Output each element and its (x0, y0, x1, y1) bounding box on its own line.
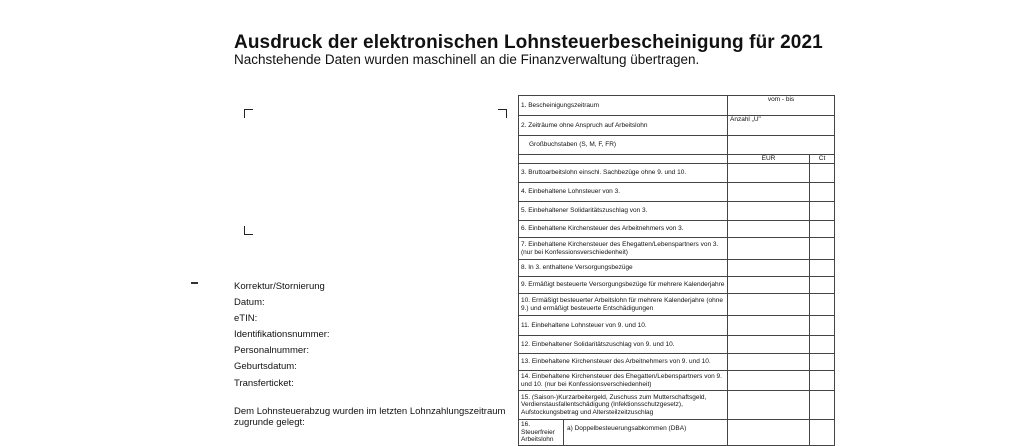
field-transferticket: Transferticket: (234, 378, 294, 389)
value-eur (728, 391, 810, 420)
document-subtitle: Nachstehende Daten wurden maschinell an die Finanzverwaltung übertragen. (234, 52, 700, 67)
value-ct (810, 238, 835, 260)
address-window-corner-top-left (244, 109, 253, 118)
row-label: 5. Einbehaltener Solidaritätszuschlag von 3. (519, 202, 728, 221)
value-eur (728, 183, 810, 202)
value-ct (810, 183, 835, 202)
value-eur (728, 354, 810, 371)
value-eur (728, 164, 810, 183)
value-ct (810, 294, 835, 316)
row-label: 9. Ermäßigt besteuerte Versorgungsbezüge für mehrere Kalenderjahre (519, 277, 728, 294)
value-ct (810, 316, 835, 336)
value-eur (728, 294, 810, 316)
header-vom-bis: vom - bis (728, 96, 835, 116)
value-ct (810, 420, 835, 446)
table-row (519, 420, 835, 446)
row-label (519, 155, 728, 164)
row-label: 10. Ermäßigt besteuerter Arbeitslohn für mehrere Kalenderjahre (ohne 9.) und ermäßigt besteuerte Entschädigungen (519, 294, 728, 316)
note-line-1: Dem Lohnsteuerabzug wurden im letzten Lohnzahlungszeitraum (234, 406, 506, 417)
address-window-corner-bottom-left (244, 226, 253, 235)
value-ct (810, 371, 835, 391)
row-label: 12. Einbehaltener Solidaritätszuschlag von 9. und 10. (519, 336, 728, 354)
header-anzahl-u: Anzahl „U" (728, 116, 835, 136)
table-row (519, 316, 835, 336)
row-label: Großbuchstaben (S, M, F, FR) (519, 136, 728, 155)
row-label: 7. Einbehaltene Kirchensteuer des Ehegatten/Lebenspartners von 3. (nur bei Konfessionsverschiedenheit) (519, 238, 728, 260)
row-label: 15. (Saison-)Kurzarbeitergeld, Zuschuss zum Mutterschaftsgeld, Verdienstausfallentschädigung (Infektionsschutzgesetz), Aufstockungsbetrag und Altersteilzeitzuschlag (519, 391, 728, 420)
table-row (519, 391, 835, 420)
header-ct: Ct (810, 155, 835, 164)
row-16-split (519, 420, 727, 445)
table-row (519, 164, 835, 183)
field-datum: Datum: (234, 297, 265, 308)
value-eur (728, 316, 810, 336)
row-16-label: 16. Steuerfreier Arbeitslohn (519, 420, 564, 445)
lohnsteuer-table (518, 95, 835, 446)
table-row (519, 294, 835, 316)
value-ct (810, 260, 835, 277)
table-row (519, 136, 835, 155)
field-geburtsdatum: Geburtsdatum: (234, 361, 297, 372)
row-label: 11. Einbehaltene Lohnsteuer von 9. und 10. (519, 316, 728, 336)
field-identifikationsnummer: Identifikationsnummer: (234, 329, 330, 340)
table-row (519, 260, 835, 277)
row-label: 13. Einbehaltene Kirchensteuer des Arbeitnehmers von 9. und 10. (519, 354, 728, 371)
table-row (519, 354, 835, 371)
table-row (519, 183, 835, 202)
lohnsteuerabzug-note (234, 406, 505, 428)
value-ct (810, 202, 835, 221)
value-ct (810, 164, 835, 183)
table-row (519, 336, 835, 354)
value-ct (810, 277, 835, 294)
row-label: 2. Zeiträume ohne Anspruch auf Arbeitslohn (519, 116, 728, 136)
row-label: 8. In 3. enthaltene Versorgungsbezüge (519, 260, 728, 277)
row-label: 6. Einbehaltene Kirchensteuer des Arbeitnehmers von 3. (519, 221, 728, 238)
value-cell (728, 136, 835, 155)
value-ct (810, 391, 835, 420)
row-label: 1. Bescheinigungszeitraum (519, 96, 728, 116)
fold-mark (191, 282, 198, 284)
table-row (519, 155, 835, 164)
note-line-2: zugrunde gelegt: (234, 417, 305, 428)
table-row (519, 277, 835, 294)
table-row (519, 116, 835, 136)
row-label: 4. Einbehaltene Lohnsteuer von 3. (519, 183, 728, 202)
value-eur (728, 371, 810, 391)
document-title: Ausdruck der elektronischen Lohnsteuerbescheinigung für 2021 (234, 32, 823, 53)
row-label-16 (519, 420, 728, 446)
field-korrektur: Korrektur/Stornierung (234, 281, 325, 292)
table-row (519, 238, 835, 260)
value-eur (728, 202, 810, 221)
table-row (519, 221, 835, 238)
value-eur (728, 221, 810, 238)
value-ct (810, 354, 835, 371)
value-eur (728, 336, 810, 354)
header-eur: EUR (728, 155, 810, 164)
value-eur (728, 238, 810, 260)
value-ct (810, 336, 835, 354)
value-eur (728, 277, 810, 294)
table-row (519, 96, 835, 116)
table-row (519, 371, 835, 391)
table-row (519, 202, 835, 221)
value-ct (810, 221, 835, 238)
address-window-corner-top-right (498, 109, 507, 118)
row-16-sub-label: a) Doppelbesteuerungsabkommen (DBA) (567, 425, 687, 432)
value-eur (728, 420, 810, 446)
field-personalnummer: Personalnummer: (234, 345, 309, 356)
row-label: 14. Einbehaltene Kirchensteuer des Ehegatten/Lebenspartners von 9. und 10. (nur bei Konfessionsverschiedenheit) (519, 371, 728, 391)
value-eur (728, 260, 810, 277)
field-etin: eTIN: (234, 313, 258, 324)
row-label: 3. Bruttoarbeitslohn einschl. Sachbezüge ohne 9. und 10. (519, 164, 728, 183)
